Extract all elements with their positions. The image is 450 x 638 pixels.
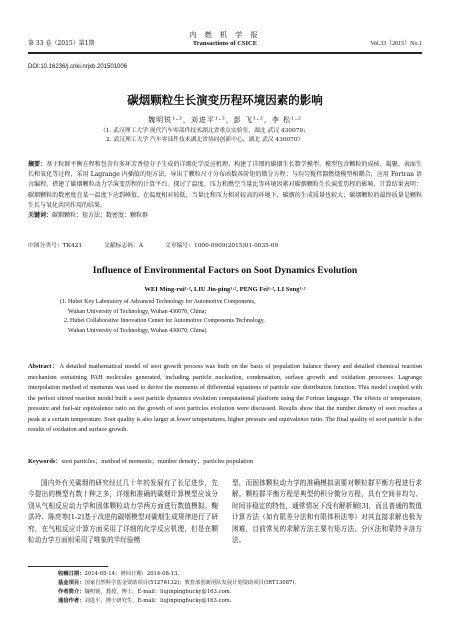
- doi: DOI:10.16236/j.cnki.nrjxb.201501006: [28, 64, 128, 70]
- abstract-en-label: Abstract：: [28, 363, 60, 370]
- header-volume: 第 33 卷（2015）第1期: [28, 40, 95, 47]
- footnote-funding: 基金项目：国家自然科学基金资助项目(51276132)；教育部创新团队发展计划资助项目(IRT13087).: [58, 580, 297, 586]
- affiliation-zh-2: 2. 武汉理工大学 汽车零部件技术湖北省协同创新中心，湖北 武汉 430070）: [106, 137, 304, 143]
- keywords-en-label: Keywords：: [28, 458, 62, 465]
- abstract-zh-text: 基于粒群平衡方程和包含有多环芳香烃分子生成的详细化学反应机理，构建了详细的碳烟生长数学模型。模型包含颗粒的成核、凝聚、表面生长和氧化等过程，采用 Lagrange 内插值的矩方法，导出了颗粒尺寸分布函数各阶矩的微分方程；与均匀搅拌器燃烧模型相耦合，应用 Fortran 语言编程，搭建了碳烟颗粒动力学演变历程的计算平台。探讨了温度、压力和燃空当量比等环境因素对碳烟颗粒生长演变历程的影响，计算结果表明：碳烟颗粒的数密度在某一温度下达到峰值，在温度相对较低、当量比和压力相对较高的环境下，碳烟的生成质量也较大；碳烟颗粒的最终质量是颗粒生长与氧化共同作用的结果。: [28, 161, 422, 209]
- title-zh: 碳烟颗粒生长演变历程环境因素的影响: [127, 93, 323, 107]
- footnote-received: 收稿日期：2014-05-14；修回日期：2014-08-13.: [58, 571, 180, 577]
- abstract-zh-label: 摘要：: [28, 161, 47, 168]
- affiliations-zh: [100, 127, 410, 145]
- affiliation-en-4: Wuhan University of Technology, Wuhan 430070, China): [68, 327, 207, 334]
- title-en: Influence of Environmental Factors on Soot Dynamics Evolution: [92, 265, 358, 276]
- classification: [28, 240, 422, 249]
- keywords-en-text: soot particles；method of moments；number density；particles population: [61, 458, 254, 465]
- abstract-en-text: A detailed mathematical model of soot growth process was built on the basis of population balance theory and detailed chemical reaction mechanism containing PAH molecules generated, including particle nucleation, condensation, surface growth and oxidation processes. Lagrange interpolation method of moments was used to derive the moments of differential equations of particle size distribution function. This model coupled with the perfect stirred reaction model built a soot particle dynamics evolution computational platform using the Fortran language. The effects of temperature, pressure and fuel-air equivalence ratio on the growth of soot particles evolution were discussed. Results show that the number density of soot reaches a peak at a certain temperature. Soot quality is also larger at lower temperatures, higher pressure and equivalence ratio. The final quality of soot particle is the results of oxidation and surface growth.: [28, 363, 422, 433]
- authors-zh: 魏明锐¹·²，刘进平¹·²，彭 飞¹·²，李 松¹·²: [148, 116, 302, 124]
- affiliations-en: [60, 298, 410, 336]
- footnote-corresponding: 通信作者：刘进平，博士研究生，E-mail：liujinpinghucky@163.com.: [58, 598, 232, 604]
- running-header: [28, 24, 422, 54]
- header-journal-zh: 内 燃 机 学 报: [189, 31, 261, 39]
- article-id: 文章编号：1000-0909(2015)01-0035-09: [165, 243, 279, 249]
- document-code: 文献标志码：A: [104, 243, 144, 249]
- keywords-zh-text: 碳烟颗粒；矩方法；数密度；颗粒群: [52, 212, 149, 220]
- header-volume-en: Vol.33（2015）No.1: [370, 41, 422, 47]
- keywords-zh-label: 关键词：: [28, 212, 53, 220]
- body-column-left: 国内外有关碳烟的研究经过几十年的发展有了长足进步，先今提出的模型有数十种之多，详细和准确的碳烟计算模型应该分别从气相反应动力学和固体颗粒动力学两方面进行数值模拟。鞠洪玲、陈亮等[1-2]基于改进的碳烟模型对碳烟生成规律进行了研究，在气相反应计算方面采用了详细的化学反应机理，但是在颗粒动力学方面则采用了唯象的半经验模: [28, 479, 218, 545]
- footnote-author: 作者简介：魏明锐，教授，博士，E-mail：liujinpinghucky@163.com.: [58, 589, 232, 595]
- abstract-zh: [28, 160, 422, 221]
- affiliation-en-3: 2. Hubei Collaborative Innovation Center for Automotive Components Technology,: [64, 318, 265, 325]
- affiliation-en-1: (1. Hubei Key Laboratory of Advanced Technology for Automotive Components,: [60, 299, 256, 305]
- keywords-en: [28, 456, 422, 465]
- affiliation-en-2: Wuhan University of Technology, Wuhan 430070, China;: [68, 308, 207, 315]
- authors-en: WEI Ming-rui¹·², LIU Jin-ping¹·², PENG Fei¹·², LI Song¹·²: [144, 286, 306, 293]
- header-journal-en: Transactions of CSICE: [192, 40, 258, 47]
- body-column-right: 型，而固体颗粒动力学的准确模拟需要对颗粒群平衡方程进行求解。颗粒群平衡方程是典型的积分微分方程，具有空间非均匀、时间非稳定的特性，通常情况下没有解析解[3]，而且普通的数值计算方法（如有限差分法和有限体积法等）对其直接求解也极为困难，目前常见的求解方法主要有矩方法、分区法和蒙特卡洛方法。: [232, 479, 422, 545]
- footnote-divider: [28, 566, 108, 567]
- footnotes: [58, 570, 422, 606]
- affiliation-zh-1: （1. 武汉理工大学 现代汽车零部件技术湖北省重点实验室，湖北 武汉 430070；: [100, 128, 309, 134]
- clc-number: 中图分类号：TK421: [28, 243, 83, 249]
- abstract-en: [28, 362, 422, 436]
